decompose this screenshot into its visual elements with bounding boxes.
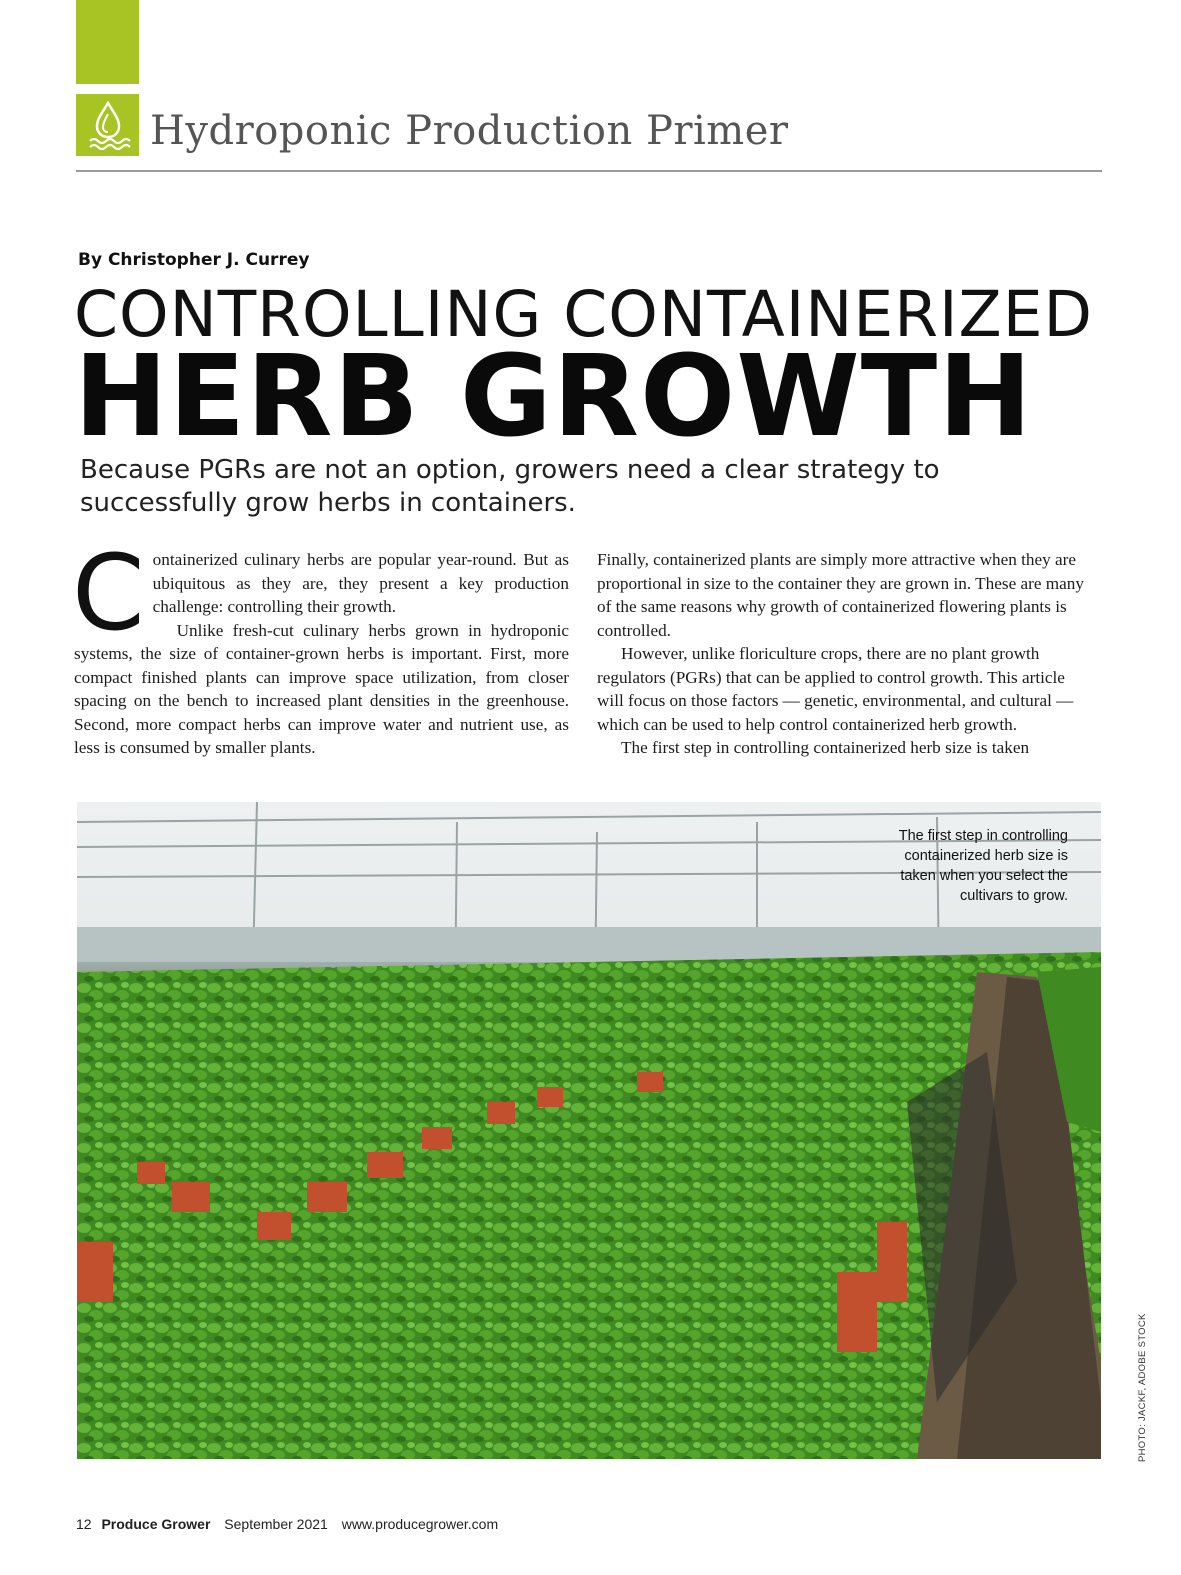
- headline-line-2: HERB GROWTH: [74, 332, 1033, 462]
- article-dek: Because PGRs are not an option, growers need a clear strategy to successfully grow herbs in containers.: [80, 455, 940, 518]
- section-color-tab: [76, 0, 139, 84]
- section-title: Hydroponic Production Primer: [150, 108, 789, 154]
- header-rule: [76, 170, 1102, 172]
- article-column-right: [597, 548, 1092, 760]
- drop-cap: C: [72, 532, 145, 654]
- publication-name: Produce Grower: [101, 1516, 211, 1532]
- body-paragraph: However, unlike floriculture crops, there are no plant growth regulators (PGRs) that can be applied to control growth. This article will focus on those factors — genetic, environmental, and cultural — which can be used to help control containerized herb growth.: [597, 644, 1074, 734]
- article-column-left: [72, 532, 569, 760]
- byline: By Christopher J. Currey: [78, 250, 310, 270]
- body-paragraph: The first step in controlling containerized herb size is taken: [621, 738, 1030, 757]
- photo-caption: The first step in controlling containerized herb size is taken when you select the cultivars to grow.: [898, 828, 1068, 904]
- photo-credit: PHOTO: JACKF, ADOBE STOCK: [1137, 1313, 1148, 1462]
- water-drop-icon: [84, 100, 132, 150]
- issue-date: September 2021: [224, 1516, 328, 1532]
- body-paragraph: ontainerized culinary herbs are popular year-round. But as ubiquitous as they are, they present a key production challenge: controlling their growth.: [152, 550, 569, 616]
- body-paragraph: Finally, containerized plants are simply more attractive when they are proportional in size to the container they are grown in. These are many of the same reasons why growth of containerized flowering plants is controlled.: [597, 550, 1084, 640]
- body-paragraph: Unlike fresh-cut culinary herbs grown in hydroponic systems, the size of container-grown herbs is important. First, more compact finished plants can improve space utilization, from closer spacing on the bench to increased plant densities in the greenhouse. Second, more compact herbs can improve water and nutrient use, as less is consumed by smaller plants.: [74, 620, 569, 757]
- page-number: 12: [76, 1516, 92, 1532]
- website-url: www.producegrower.com: [341, 1516, 499, 1532]
- page-footer: [76, 1516, 498, 1532]
- section-icon-box: [76, 94, 139, 156]
- headline-line-1: CONTROLLING CONTAINERIZED: [74, 278, 1094, 351]
